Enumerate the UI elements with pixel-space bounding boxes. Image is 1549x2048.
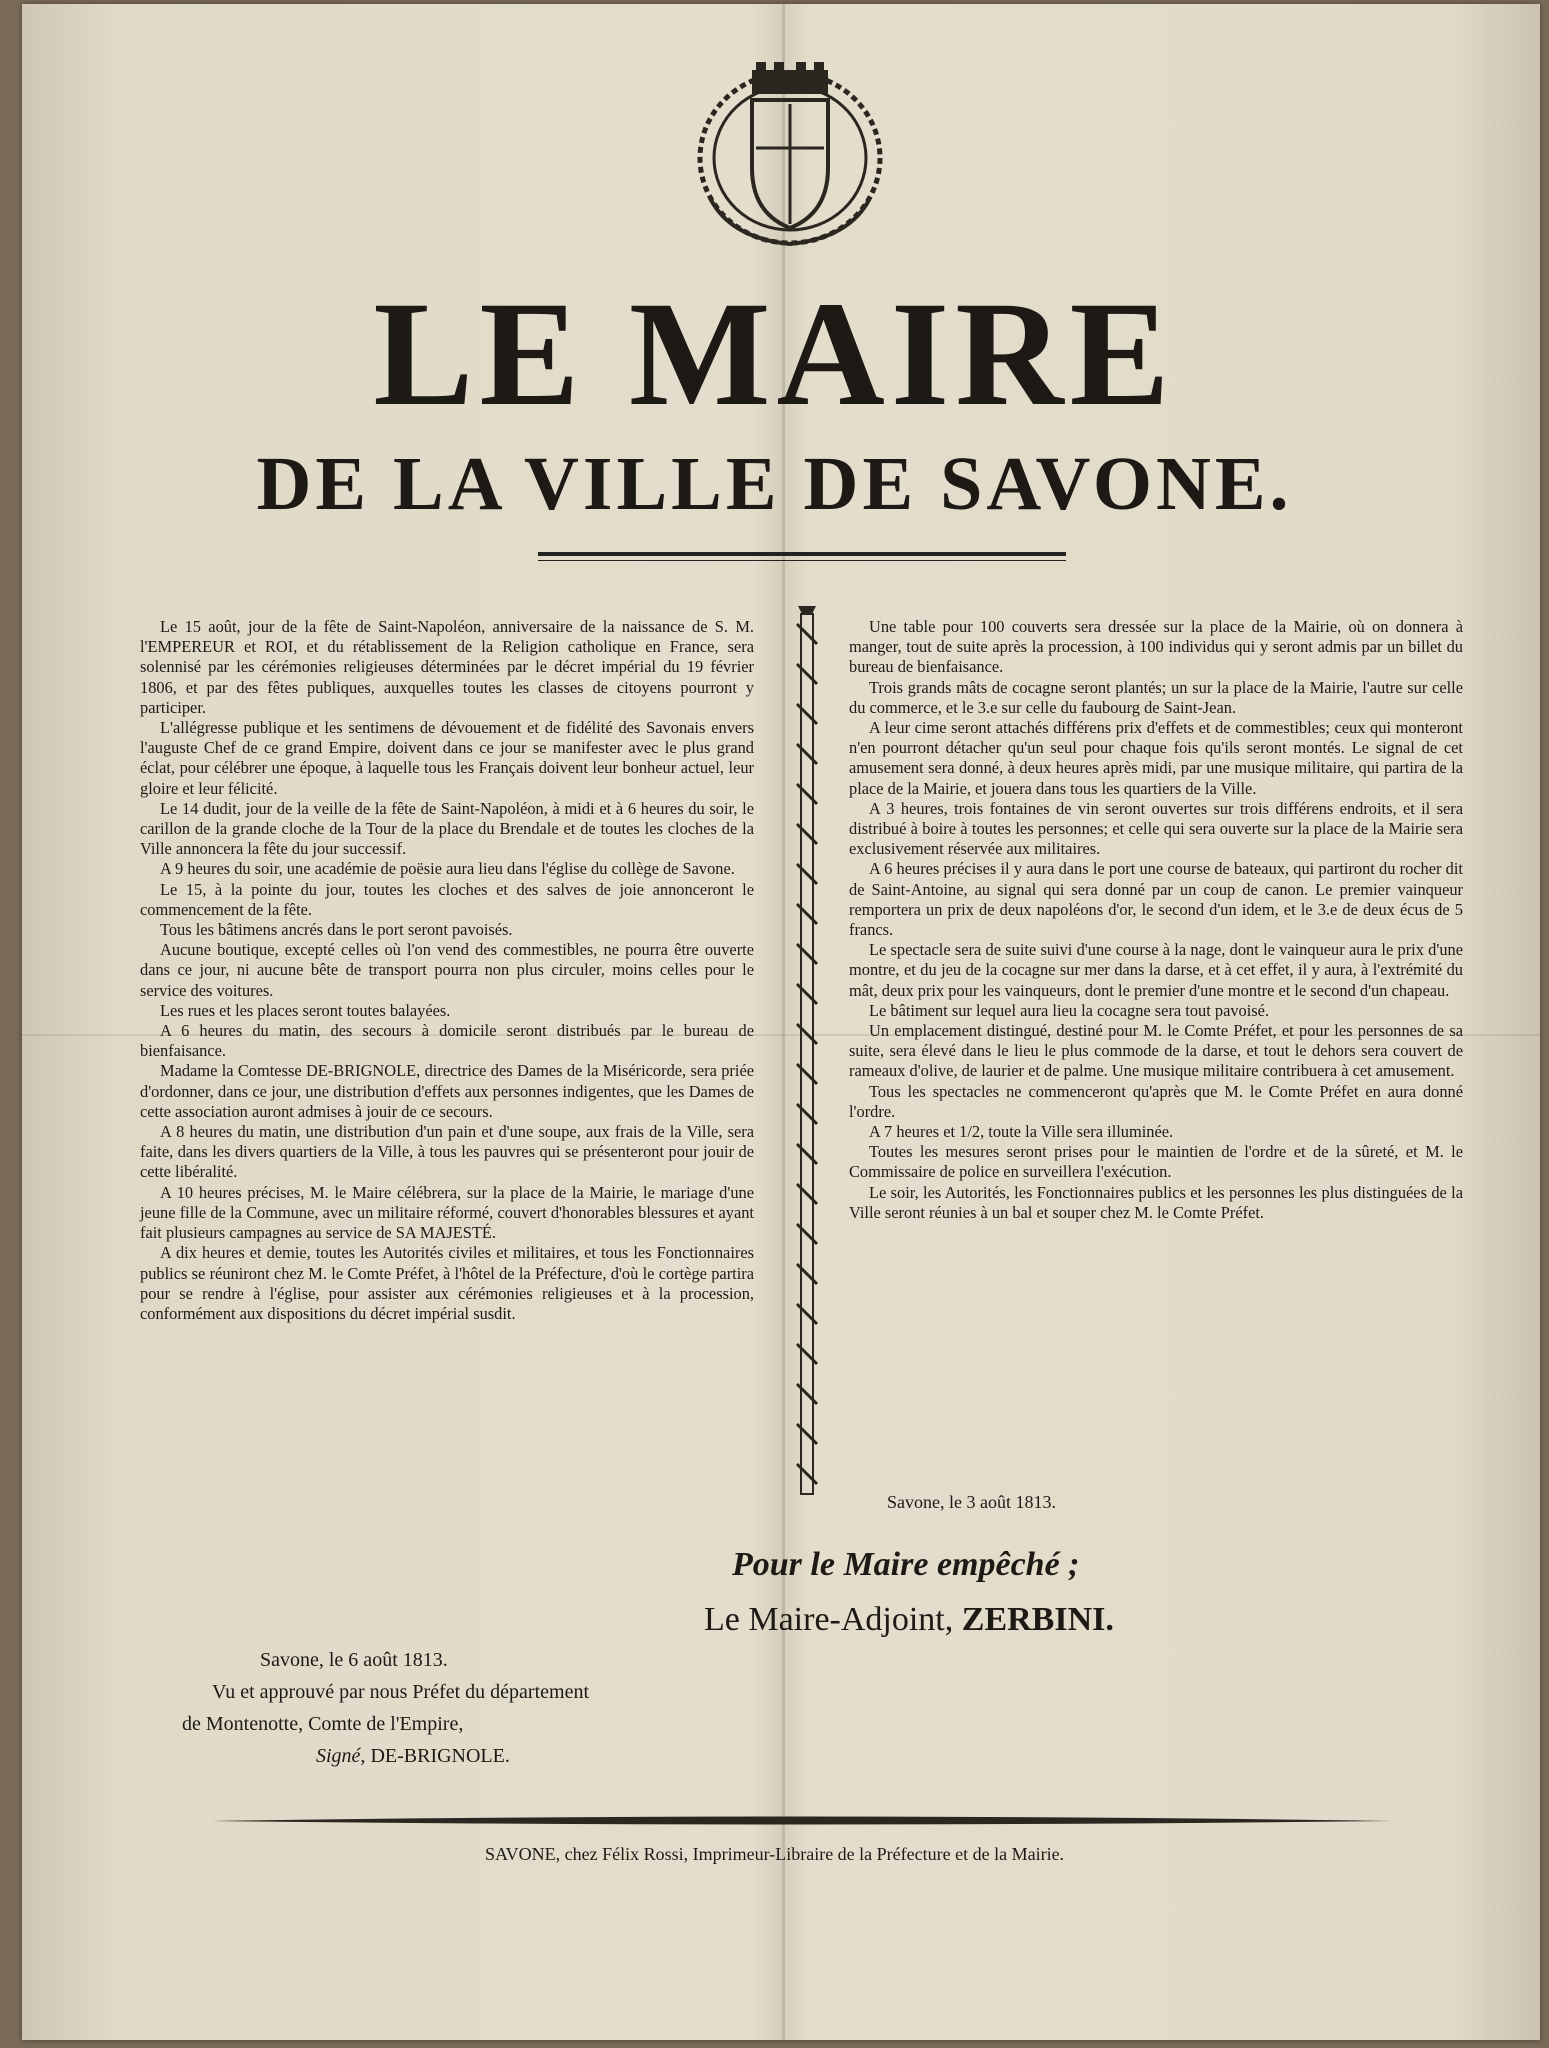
paragraph: Les rues et les places seront toutes balayées. bbox=[160, 1000, 451, 1020]
paragraph: A 7 heures et 1/2, toute la Ville sera illuminée. bbox=[869, 1122, 1174, 1142]
paragraph: A 10 heures précises, M. le Maire célébrera, sur la place de la Mairie, le mariage d'une jeune fille de la Commune, avec un militaire réformé, couvert d'honorables blessures et ayant fait plusieurs campagnes au service de SA MAJESTÉ. bbox=[140, 1182, 754, 1243]
paragraph: Une table pour 100 couverts sera dressée sur la place de la Mairie, où on donnera à manger, tout de suite après la procession, à 100 individus qui y seront admis par un billet du bureau de bienfaisance. bbox=[849, 617, 1463, 677]
paragraph: Le 15, à la pointe du jour, toutes les cloches et des salves de joie annonceront le commencement de la fête. bbox=[140, 879, 754, 919]
paragraph: Trois grands mâts de cocagne seront plantés; un sur la place de la Mairie, l'autre sur celle du commerce, et le 3.e sur celle du faubourg de Saint-Jean. bbox=[849, 677, 1463, 717]
paragraph: Le soir, les Autorités, les Fonctionnaires publics et les personnes les plus distinguées de la Ville seront réunies à un bal et souper chez M. le Comte Préfet. bbox=[849, 1182, 1463, 1222]
paragraph: A 9 heures du soir, une académie de poësie aura lieu dans l'église du collège de Savone. bbox=[160, 859, 735, 879]
decree-date: Savone, le 3 août 1813. bbox=[887, 1492, 1056, 1512]
approval-line-2: de Montenotte, Comte de l'Empire, bbox=[182, 1713, 464, 1735]
paragraph: Aucune boutique, excepté celles où l'on vend des commestibles, ne pourra être ouverte dans ce jour, ni aucune bête de transport pourra non plus circuler, moins celles pour le service des voitures. bbox=[140, 940, 754, 1000]
paragraph: A 3 heures, trois fontaines de vin seront ouvertes sur trois différens endroits, et il sera distribué à boire à toutes les personnes; et celle qui sera ouverte sur la place de la Mairie sera exclusivement réservée aux militaires. bbox=[849, 798, 1463, 859]
paragraph: Toutes les mesures seront prises pour le maintien de l'ordre et de la sûreté, et M. le Commissaire de police en surveillera l'exécution. bbox=[849, 1142, 1463, 1182]
page-title: LE MAIRE bbox=[373, 271, 1176, 437]
left-text-column bbox=[140, 617, 754, 1324]
printer-imprint: SAVONE, chez Félix Rossi, Imprimeur-Libraire de la Préfecture et de la Mairie. bbox=[484, 1844, 1065, 1864]
right-text-column bbox=[849, 617, 1463, 1223]
paragraph: A leur cime seront attachés différens prix d'effets et de commestibles; ceux qui monteront n'en pourront détacher qu'un seul pour chaque fois qu'ils seront montés. Le signal de cet amusement sera donné, à deux heures après midi, par une musique militaire, qui partira de la place de la Mairie, et jouera dans tous les quartiers de la Ville. bbox=[849, 718, 1463, 798]
column-divider-fasces bbox=[792, 604, 822, 1504]
signature-line-1: Pour le Maire empêché ; bbox=[732, 1546, 1080, 1583]
paragraph: L'allégresse publique et les sentimens de dévouement et de fidélité des Savonais envers l'auguste Chef de ce grand Empire, doivent dans ce jour se manifester avec le plus grand éclat, pour célébrer une époque, à laquelle tous les Français doivent leur bonheur actuel, leur gloire et leur félicité. bbox=[140, 718, 754, 798]
paragraph: Le 15 août, jour de la fête de Saint-Napoléon, anniversaire de la naissance de S. M. l'EMPEREUR et ROI, et du rétablissement de la Religion catholique en France, sera solennisé par les cérémonies religieuses déterminées par le décret impérial du 19 février 1806, et par des fêtes publiques, auxquelles toutes les classes de citoyens pourront y participer. bbox=[140, 617, 754, 717]
paragraph: Un emplacement distingué, destiné pour M. le Comte Préfet, et pour les personnes de sa suite, sera élevé dans le lieu le plus commode de la darse, et tout le dehors sera couvert de rameaux d'olive, de laurier et de palme. Une musique militaire contribuera à cet amusement. bbox=[849, 1021, 1463, 1081]
paragraph: A 8 heures du matin, une distribution d'un pain et d'une soupe, aux frais de la Ville, sera faite, dans les divers quartiers de la Ville, à tous les pauvres qui se présenteront pour jouir de cette libéralité. bbox=[140, 1122, 754, 1182]
approval-date: Savone, le 6 août 1813. bbox=[260, 1649, 448, 1671]
prefect-approval bbox=[182, 1644, 589, 1772]
paragraph: Le spectacle sera de suite suivi d'une course à la nage, dont le vainqueur aura le prix d'une montre, et du jeu de la cocagne sur mer dans la darse, et à cet effet, il y aura, à l'extrémité du mât, deux prix pour les vainqueurs, dont le premier d'une montre et le second d'un chapeau. bbox=[849, 940, 1463, 1000]
signed-label: Signé, bbox=[316, 1745, 366, 1767]
paragraph: Tous les spectacles ne commenceront qu'après que M. le Comte Préfet en aura donné l'ordre. bbox=[849, 1081, 1463, 1121]
paragraph: A dix heures et demie, toutes les Autorités civiles et militaires, et tous les Fonctionnaires publics se réuniront chez M. le Comte Préfet, à l'hôtel de la Préfecture, d'où le cortège partira pour se rendre à l'église, pour assister aux cérémonies religieuses et à la procession, conformément aux dispositions du décret impérial susdit. bbox=[140, 1243, 754, 1323]
paragraph: Le 14 dudit, jour de la veille de la fête de Saint-Napoléon, à midi et à 6 heures du soir, le carillon de la grande cloche de la Tour de la place du Brendale et de toutes les cloches de la Ville annoncera la fête du jour successif. bbox=[140, 798, 754, 859]
paragraph: A 6 heures du matin, des secours à domicile seront distribués par le bureau de bienfaisance. bbox=[140, 1021, 754, 1061]
signature-line-2 bbox=[704, 1601, 1114, 1639]
bottom-divider bbox=[212, 1814, 1392, 1828]
city-crest-icon bbox=[690, 48, 890, 248]
poster bbox=[22, 4, 1540, 2040]
page-subtitle: DE LA VILLE DE SAVONE. bbox=[256, 442, 1293, 526]
paragraph: Madame la Comtesse DE-BRIGNOLE, directrice des Dames de la Miséricorde, sera priée d'ordonner, dans ce jour, une distribution d'effets aux personnes indigentes, que les Dames de cette association auront admises à jouir de ce secours. bbox=[140, 1061, 754, 1121]
signed-name: DE-BRIGNOLE. bbox=[370, 1745, 510, 1767]
signature-title: Le Maire-Adjoint, bbox=[704, 1601, 962, 1638]
approval-line-1: Vu et approuvé par nous Préfet du département bbox=[212, 1681, 590, 1703]
paragraph: Le bâtiment sur lequel aura lieu la cocagne sera tout pavoisé. bbox=[869, 1000, 1270, 1020]
approval-signed bbox=[316, 1740, 589, 1772]
paragraph: Tous les bâtimens ancrés dans le port seront pavoisés. bbox=[160, 920, 513, 940]
signature-name: ZERBINI. bbox=[961, 1601, 1114, 1638]
title-divider bbox=[538, 552, 1066, 561]
paragraph: A 6 heures précises il y aura dans le port une course de bateaux, qui partiront du rocher dit de Saint-Antoine, au signal qui sera donné par un coup de canon. Le premier vainqueur remportera un prix de deux napoléons d'or, le second d'un idem, et le 3.e de deux écus de 5 francs. bbox=[849, 859, 1463, 940]
